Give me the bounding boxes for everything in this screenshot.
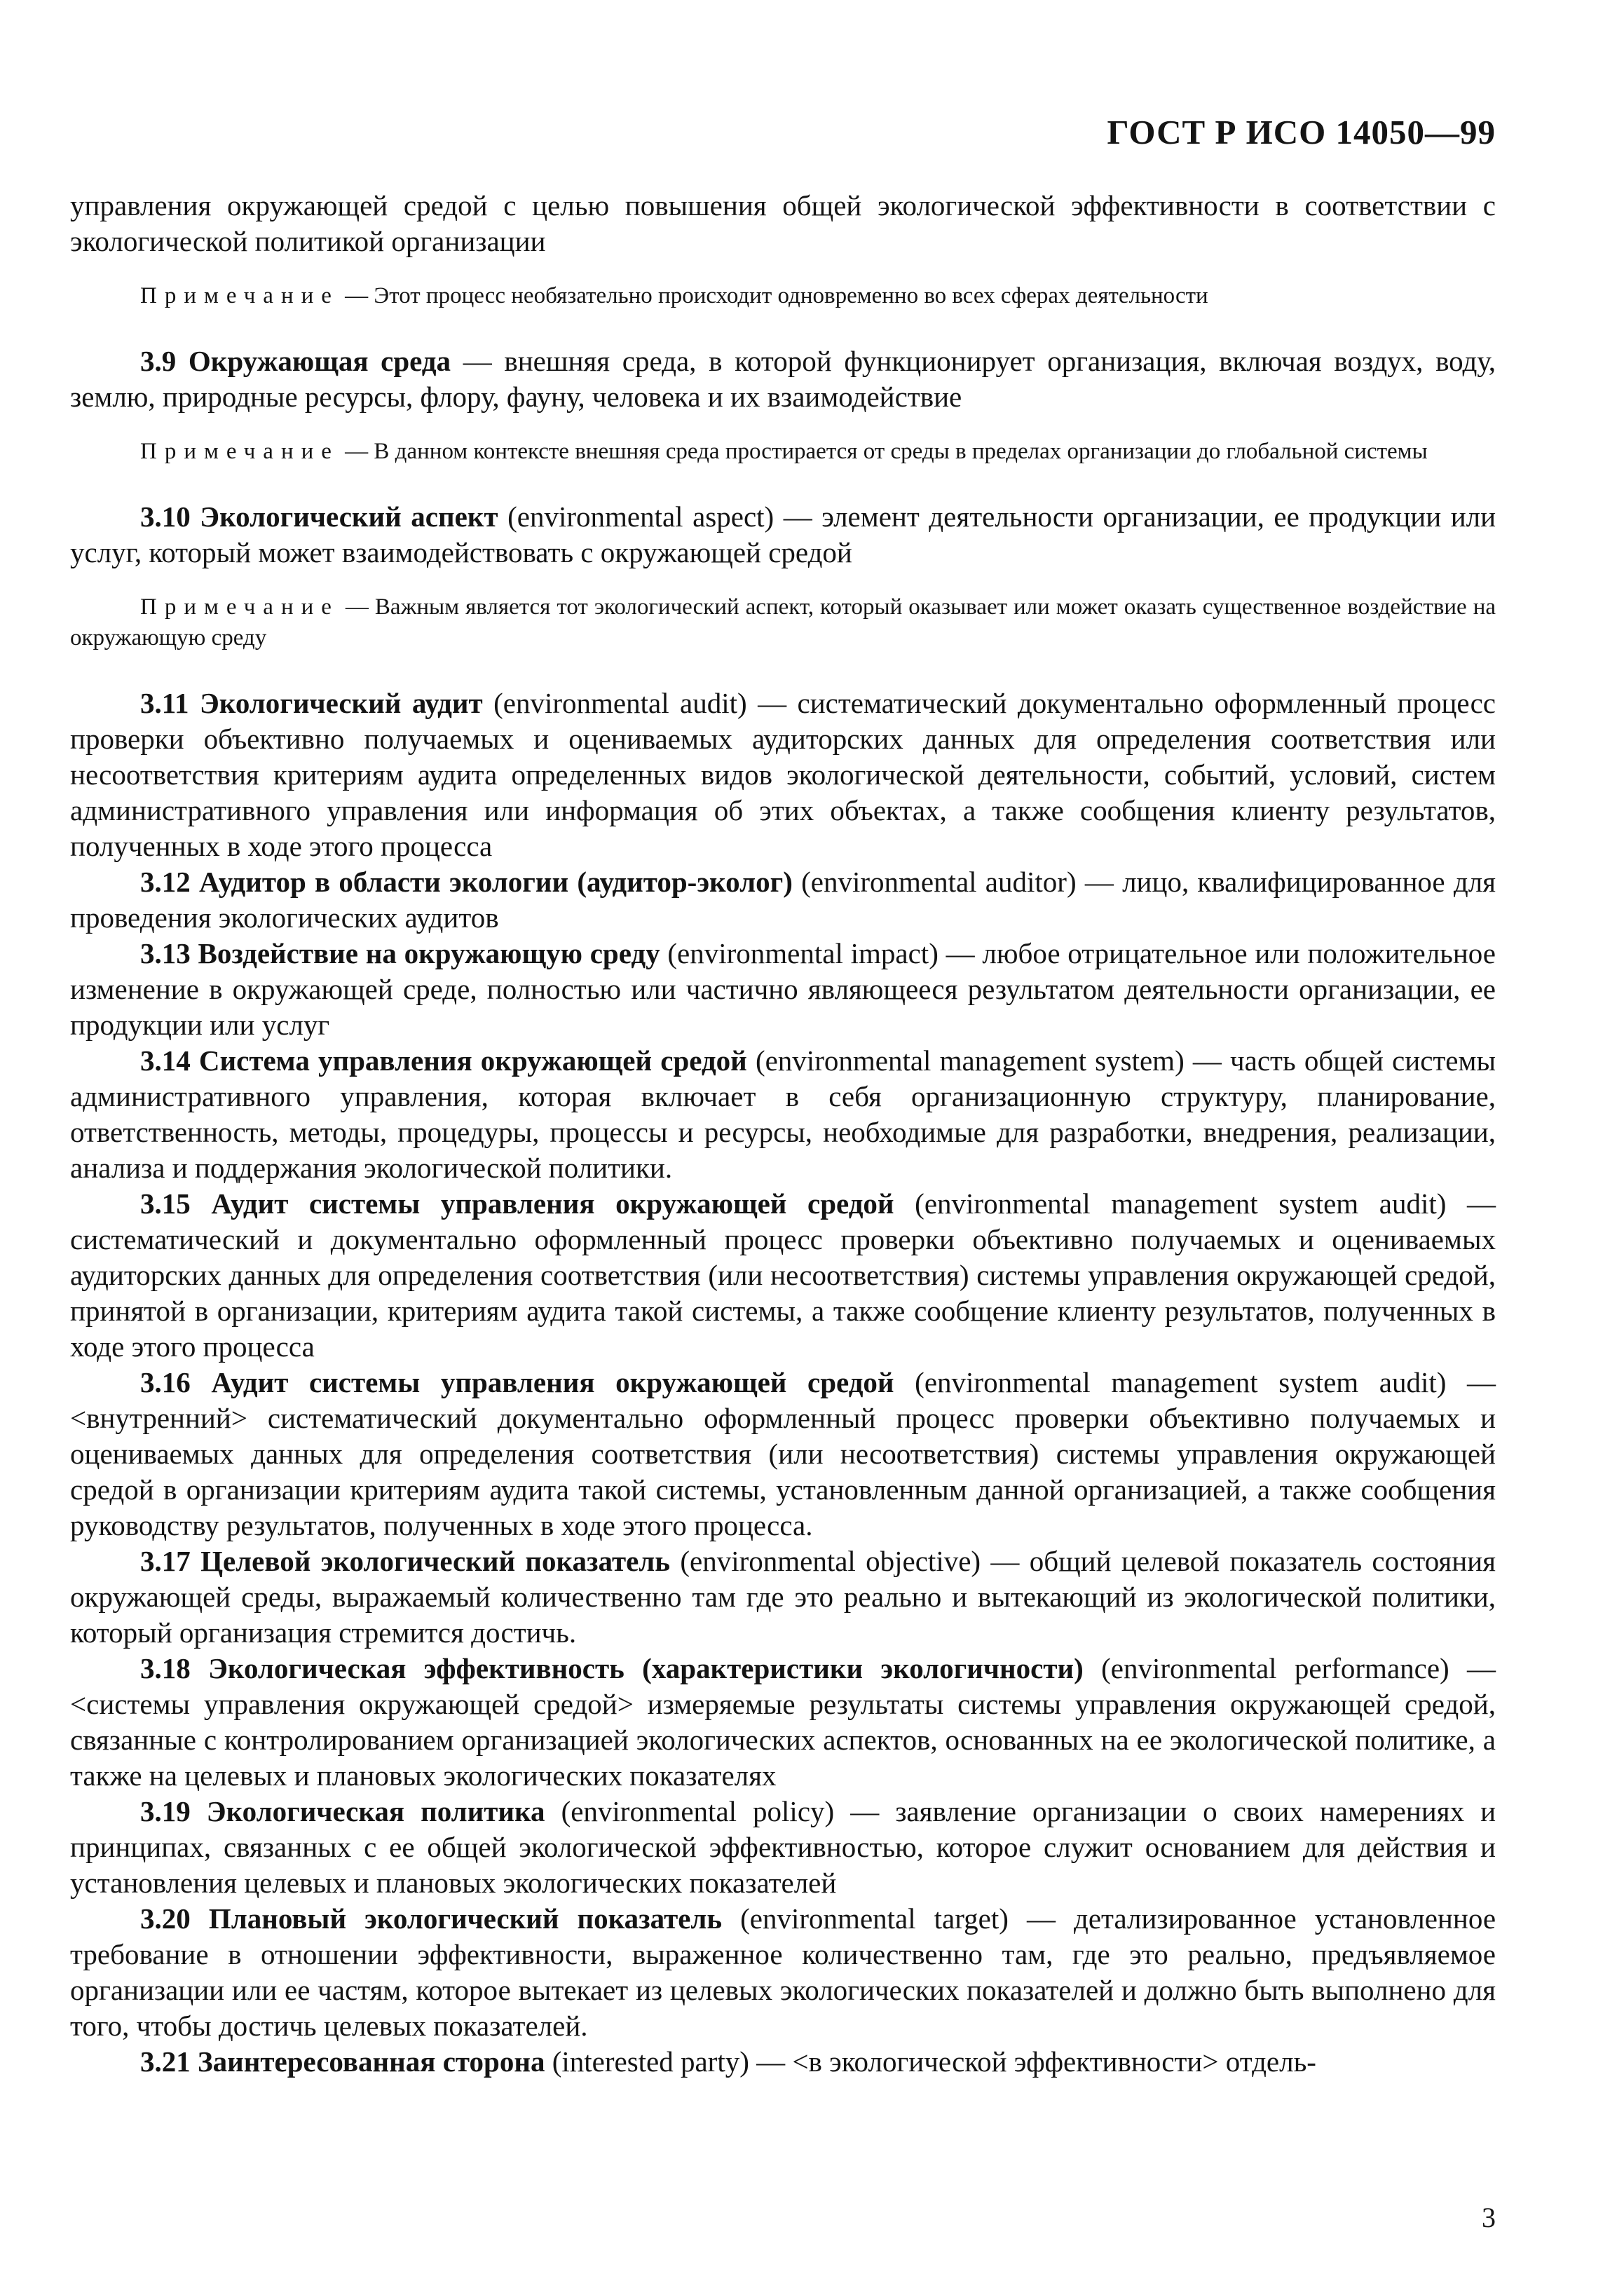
definition-number: 3.15 [140, 1187, 191, 1220]
definition-term: Система управления окружающей средой [198, 1044, 747, 1077]
definition-english: (environmental performance) [1101, 1652, 1449, 1684]
definition-term: Экологический аспект [200, 500, 498, 533]
note-paragraph [70, 592, 1496, 653]
intro-paragraph: управления окружающей средой с целью повышения общей экологической эффективности в соответствии с экологической политикой организации [70, 189, 1496, 257]
definition-term: Экологическая политика [206, 1795, 545, 1827]
note-label: Примечание [140, 594, 339, 620]
definition-term: Аудит системы управления окружающей средой [211, 1187, 894, 1220]
definition-english: (environmental management system) [755, 1044, 1185, 1077]
definition-text: — лицо, квалифицированное для проведения экологических аудитов [70, 866, 1496, 934]
document-header: ГОСТ Р ИСО 14050—99 [1107, 113, 1496, 151]
definition-3-14 [70, 1043, 1496, 1186]
definition-number: 3.16 [140, 1366, 191, 1398]
definition-term: Окружающая среда [188, 345, 451, 377]
definition-english: (environmental objective) [680, 1545, 981, 1577]
definition-text: — общий целевой показатель состояния окружающей среды, выражаемый количественно там где это реально и вытекающий из экологической политики, который организация стремится достичь. [70, 1545, 1496, 1649]
definition-number: 3.14 [140, 1044, 191, 1077]
document-body [70, 188, 1496, 2080]
note-text: — В данном контексте внешняя среда простирается от среды в пределах организации до глобальной системы [345, 439, 1428, 464]
definition-text: — заявление организации о своих намерениях и принципах, связанных с ее общей экологической эффективностью, которое служит основанием для действия и установления целевых и плановых экологических показателей [70, 1795, 1496, 1899]
definition-3-21 [70, 2044, 1496, 2080]
definition-term: Заинтересованная сторона [198, 2045, 545, 2078]
definition-number: 3.9 [140, 345, 177, 377]
definition-number: 3.21 [140, 2045, 191, 2078]
definition-term: Экологическая эффективность (характеристики экологичности) [208, 1652, 1084, 1684]
definition-3-11 [70, 686, 1496, 864]
definition-number: 3.11 [140, 687, 189, 719]
note-paragraph [70, 436, 1496, 467]
definition-english: (environmental audit) [493, 687, 747, 719]
definition-text: — элемент деятельности организации, ее продукции или услуг, который может взаимодействовать с окружающей средой [70, 500, 1496, 568]
definition-term: Плановый экологический показатель [208, 1902, 723, 1935]
note-label: Примечание [140, 283, 339, 308]
definition-3-19 [70, 1794, 1496, 1901]
definition-term: Аудитор в области экологии (аудитор-эколог) [199, 866, 793, 898]
definition-3-12 [70, 864, 1496, 936]
definition-english: (environmental policy) [561, 1795, 835, 1827]
note-paragraph [70, 280, 1496, 311]
definition-3-9 [70, 343, 1496, 415]
definition-number: 3.13 [140, 937, 191, 969]
definition-3-17 [70, 1544, 1496, 1651]
definition-english: (environmental target) [740, 1902, 1009, 1935]
definition-number: 3.18 [140, 1652, 191, 1684]
definition-text: — систематический и документально оформленный процесс проверки объективно получаемых и оцениваемых аудиторских данных для определения соответствия (или несоответствия) системы управления окружающей средой, принятой в организации, критериям аудита такой системы, а также сообщение клиенту результатов, полученных в ходе этого процесса [70, 1187, 1496, 1363]
note-text: — Этот процесс необязательно происходит одновременно во всех сферах деятельности [345, 283, 1208, 308]
definition-english: (environmental aspect) [507, 500, 775, 533]
definition-term: Аудит системы управления окружающей средой [211, 1366, 894, 1398]
definition-text: — <системы управления окружающей средой> измеряемые результаты системы управления окружающей средой, связанные с контролированием организацией экологических аспектов, основанных на ее экологической политике, а также на целевых и плановых экологических показателях [70, 1652, 1496, 1792]
definition-term: Целевой экологический показатель [200, 1545, 670, 1577]
definition-3-13 [70, 936, 1496, 1043]
definition-text: — детализированное установленное требование в отношении эффективности, выраженное количественно там, где это реально, предъявляемое организации или ее частям, которое вытекает из целевых экологических показателей и должно быть выполнено для того, чтобы достичь целевых показателей. [70, 1902, 1496, 2042]
definition-english: (interested party) [552, 2045, 749, 2078]
definition-number: 3.20 [140, 1902, 191, 1935]
definition-number: 3.12 [140, 866, 191, 898]
definition-number: 3.19 [140, 1795, 191, 1827]
page-number: 3 [1482, 2202, 1496, 2233]
definition-english: (environmental impact) [667, 937, 939, 969]
definition-english: (environmental management system audit) [915, 1187, 1447, 1220]
definition-text: — <внутренний> систематический документально оформленный процесс проверки объективно получаемых и оцениваемых данных для определения соответствия (или несоответствия) системы управления окружающей средой в организации критериям аудита такой системы, установленным данной организацией, а также сообщения руководству результатов, полученных в ходе этого процесса. [70, 1366, 1496, 1541]
definition-3-10 [70, 499, 1496, 571]
definition-3-15 [70, 1186, 1496, 1365]
definition-english: (environmental management system audit) [915, 1366, 1447, 1398]
definition-3-16 [70, 1365, 1496, 1544]
note-text: — Важным является тот экологический аспект, который оказывает или может оказать существенное воздействие на окружающую среду [70, 594, 1496, 650]
definition-number: 3.17 [140, 1545, 191, 1577]
definition-text: — <в экологической эффективности> отдель- [756, 2045, 1316, 2078]
definition-number: 3.10 [140, 500, 191, 533]
definition-english: (environmental auditor) [801, 866, 1077, 898]
definition-3-18 [70, 1651, 1496, 1794]
definition-3-20 [70, 1901, 1496, 2044]
definition-text: — внешняя среда, в которой функционирует организация, включая воздух, воду, землю, природные ресурсы, флору, фауну, человека и их взаимодействие [70, 345, 1496, 413]
definition-term: Воздействие на окружающую среду [198, 937, 660, 969]
definition-text: — систематический документально оформленный процесс проверки объективно получаемых и оцениваемых аудиторских данных для определения соответствия или несоответствия критериям аудита определенных видов экологической деятельности, событий, условий, систем административного управления или информация об этих объектах, а также сообщения клиенту результатов, полученных в ходе этого процесса [70, 687, 1496, 862]
note-label: Примечание [140, 439, 339, 464]
definition-text: — любое отрицательное или положительное изменение в окружающей среде, полностью или частично являющееся результатом деятельности организации, ее продукции или услуг [70, 937, 1496, 1041]
definition-term: Экологический аудит [199, 687, 483, 719]
definition-text: — часть общей системы административного управления, которая включает в себя организационную структуру, планирование, ответственность, методы, процедуры, процессы и ресурсы, необходимые для разработки, внедрения, реализации, анализа и поддержания экологической политики. [70, 1044, 1496, 1184]
